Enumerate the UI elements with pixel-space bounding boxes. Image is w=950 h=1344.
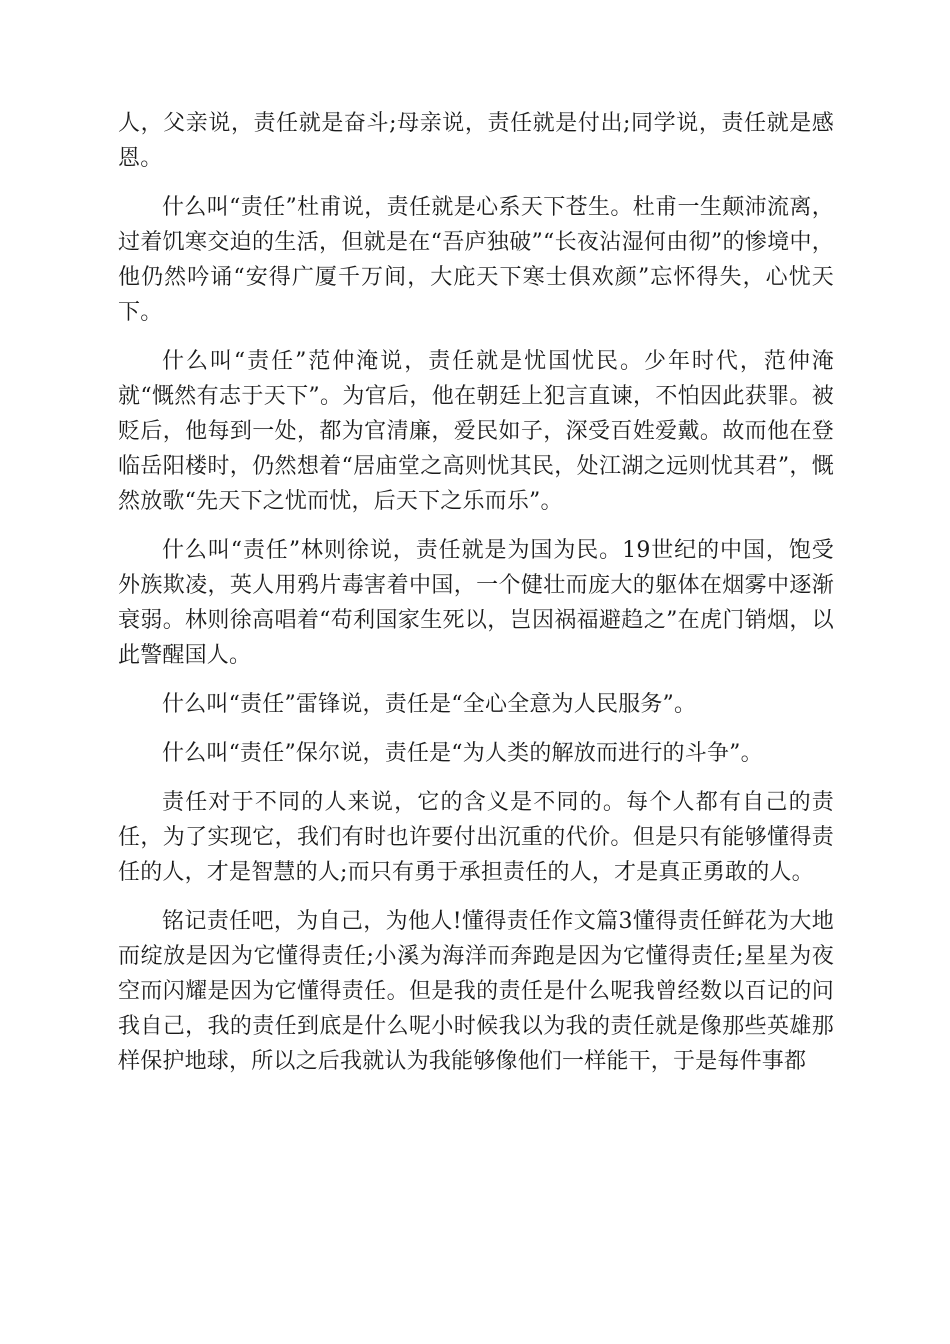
paragraph: 什么叫“责任”保尔说，责任是“为人类的解放而进行的斗争”。 (162, 741, 763, 766)
paragraph: 什么叫“责任”林则徐说，责任就是为国为民。19世纪的中国，饱受外族欺凌，英人用鸦片毒害着中国，一个健壮而庞大的躯体在烟雾中逐渐衰弱。林则徐高唱着“苟利国家生死以，岂因祸福避趋之”在虎门销烟，以此警醒国人。 (118, 538, 834, 668)
paragraph: 什么叫“责任”杜甫说，责任就是心系天下苍生。杜甫一生颠沛流离，过着饥寒交迫的生活，但就是在“吾庐独破”“长夜沾湿何由彻”的惨境中，他仍然吟诵“安得广厦千万间，大庇天下寒士俱欢颜”忘怀得失，心忧天下。 (118, 195, 834, 325)
paragraph: 什么叫“责任”雷锋说，责任是“全心全意为人民服务”。 (162, 692, 697, 717)
paragraph: 人，父亲说，责任就是奋斗;母亲说，责任就是付出;同学说，责任就是感恩。 (118, 111, 834, 171)
paragraph: 责任对于不同的人来说，它的含义是不同的。每个人都有自己的责任，为了实现它，我们有时也许要付出沉重的代价。但是只有能够懂得责任的人，才是智慧的人;而只有勇于承担责任的人，才是真正勇敢的人。 (118, 790, 834, 885)
paragraph: 铭记责任吧，为自己，为他人!懂得责任作文篇3懂得责任鲜花为大地而绽放是因为它懂得责任;小溪为海洋而奔跑是因为它懂得责任;星星为夜空而闪耀是因为它懂得责任。但是我的责任是什么呢我曾经数以百记的问我自己，我的责任到底是什么呢小时候我以为我的责任就是像那些英雄那样保护地球，所以之后我就认为我能够像他们一样能干，于是每件事都 (118, 909, 834, 1074)
paragraph: 什么叫“责任”范仲淹说，责任就是忧国忧民。少年时代，范仲淹就“慨然有志于天下”。为官后，他在朝廷上犯言直谏，不怕因此获罪。被贬后，他每到一处，都为官清廉，爱民如子，深受百姓爱戴。故而他在登临岳阳楼时，仍然想着“居庙堂之高则忧其民，处江湖之远则忧其君”，慨然放歌“先天下之忧而忧，后天下之乐而乐”。 (118, 349, 834, 514)
